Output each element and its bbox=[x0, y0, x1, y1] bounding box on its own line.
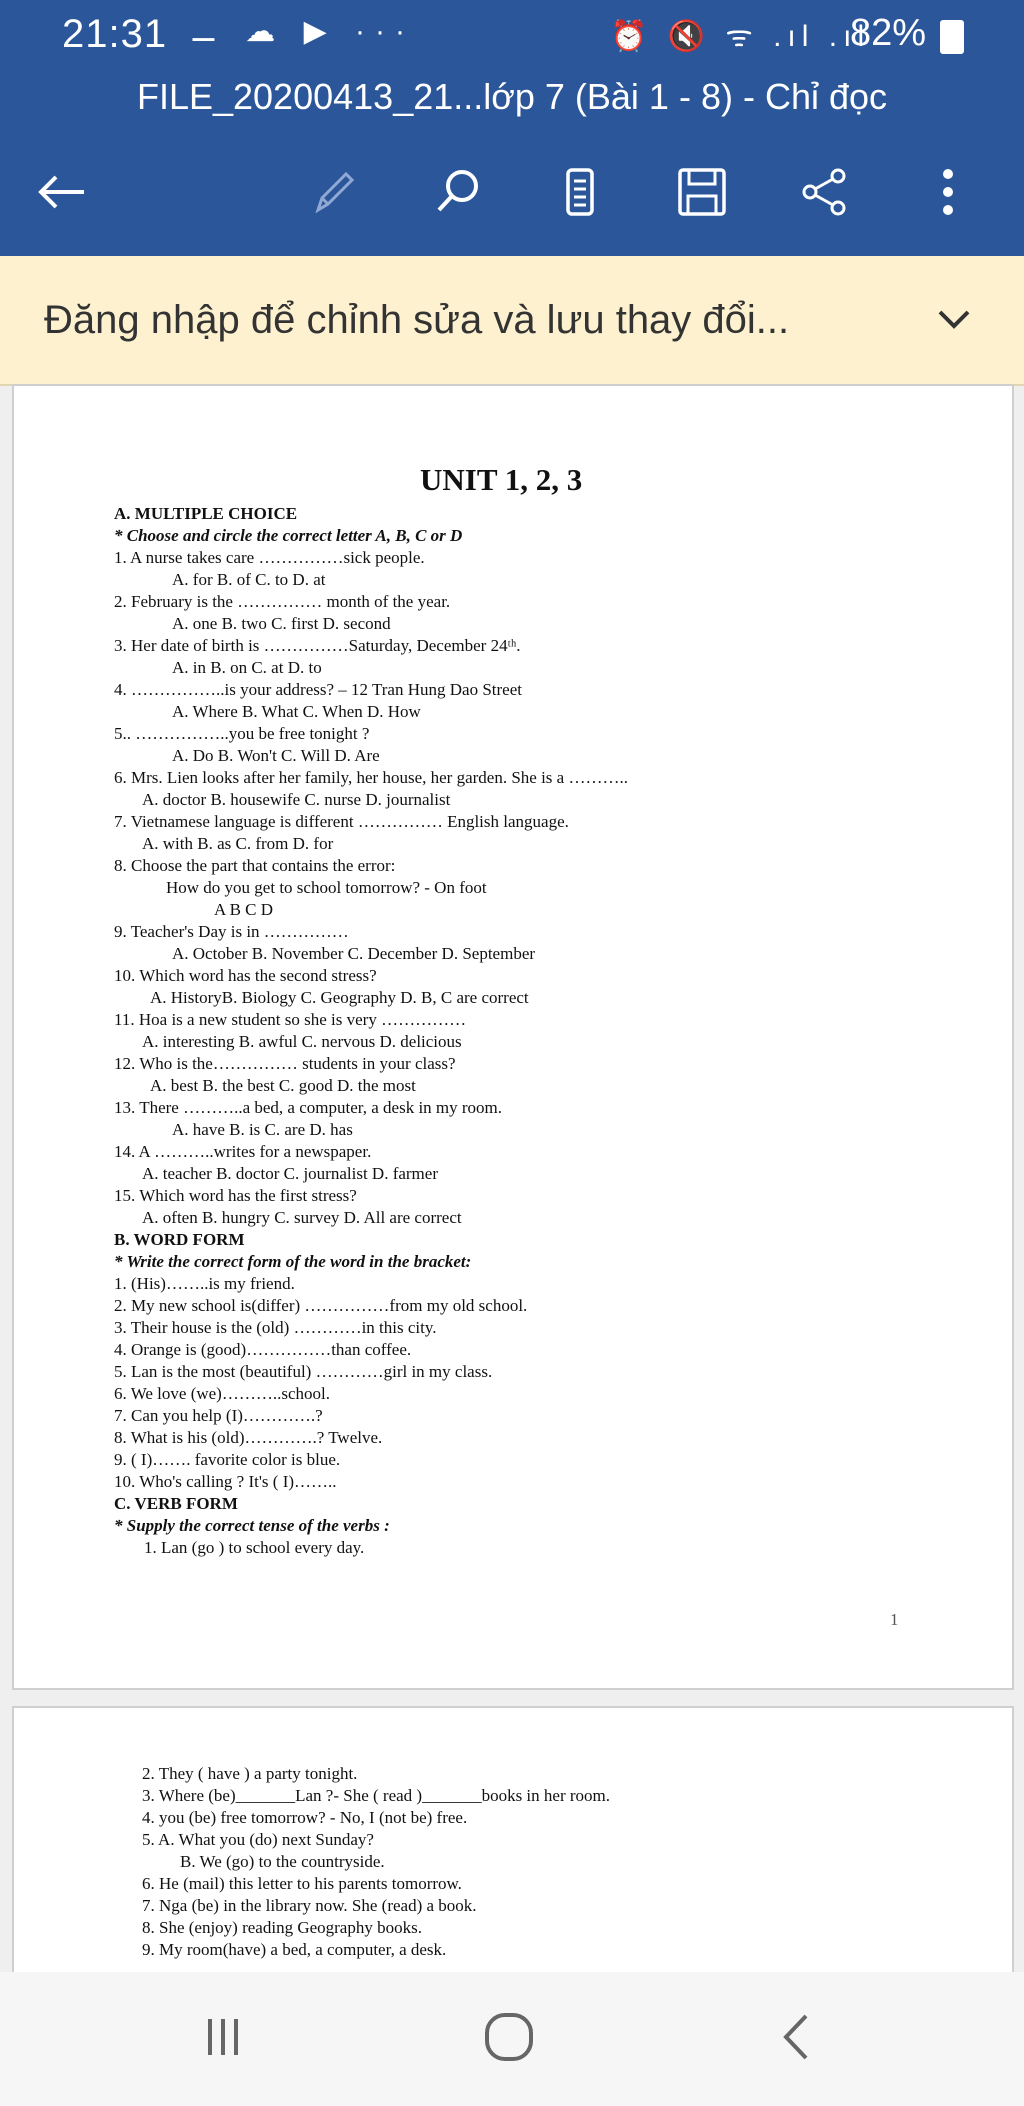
answer-options: A. HistoryB. Biology C. Geography D. B, C are correct bbox=[150, 988, 529, 1007]
chevron-down-icon[interactable] bbox=[930, 294, 978, 342]
exercise-item: 2. My new school is(differ) ……………from my old school. bbox=[114, 1296, 528, 1315]
answer-options: A. have B. is C. are D. has bbox=[172, 1120, 353, 1139]
status-bar bbox=[0, 0, 1024, 68]
question: 9. Teacher's Day is in …………… bbox=[114, 922, 349, 941]
exercise-item: 1. Lan (go ) to school every day. bbox=[144, 1538, 365, 1557]
answer-options: A. often B. hungry C. survey D. All are correct bbox=[142, 1208, 462, 1227]
search-icon bbox=[430, 164, 486, 220]
answer-options: A B C D bbox=[214, 900, 274, 919]
exercise-item: 2. They ( have ) a party tonight. bbox=[142, 1764, 358, 1783]
question: 2. February is the …………… month of the year. bbox=[114, 592, 451, 611]
document-page-1[interactable] bbox=[12, 384, 1014, 1690]
exercise-item: 6. He (mail) this letter to his parents tomorrow. bbox=[142, 1874, 462, 1893]
toolbar bbox=[0, 150, 1024, 230]
exercise-item: 4. Orange is (good)……………than coffee. bbox=[114, 1340, 412, 1359]
exercise-item: 7. Can you help (I)………….? bbox=[114, 1406, 323, 1425]
back-button[interactable] bbox=[30, 160, 94, 224]
instruction: * Choose and circle the correct letter A, B, C or D bbox=[114, 526, 463, 545]
system-icons: ⏰ 🔇 ᯤ .ıl .ıl bbox=[610, 20, 871, 53]
error-sentence: How do you get to school tomorrow? - On foot bbox=[166, 878, 487, 897]
question: 12. Who is the…………… students in your class? bbox=[114, 1054, 456, 1073]
question: 15. Which word has the first stress? bbox=[114, 1186, 357, 1205]
question: 13. There ………..a bed, a computer, a desk in my room. bbox=[114, 1098, 503, 1117]
exercise-item: 7. Nga (be) in the library now. She (read) a book. bbox=[142, 1896, 477, 1915]
back-nav-icon[interactable] bbox=[762, 2002, 832, 2072]
sign-in-message: Đăng nhập để chỉnh sửa và lưu thay đổi... bbox=[44, 298, 790, 342]
reading-view-button[interactable] bbox=[548, 160, 612, 224]
answer-options: A. Where B. What C. When D. How bbox=[172, 702, 421, 721]
instruction: * Write the correct form of the word in the bracket: bbox=[114, 1252, 472, 1271]
document-page-2[interactable] bbox=[12, 1706, 1014, 1974]
question: 4. ……………..is your address? – 12 Tran Hung Dao Street bbox=[114, 680, 522, 699]
page-title: UNIT 1, 2, 3 bbox=[420, 462, 583, 497]
recent-apps-icon[interactable] bbox=[188, 2002, 258, 2072]
answer-options: A. with B. as C. from D. for bbox=[142, 834, 334, 853]
question: 11. Hoa is a new student so she is very …………… bbox=[114, 1010, 467, 1029]
answer-options: A. one B. two C. first D. second bbox=[172, 614, 391, 633]
app-header bbox=[0, 0, 1024, 256]
exercise-item: 6. We love (we)………..school. bbox=[114, 1384, 330, 1403]
exercise-item: B. We (go) to the countryside. bbox=[180, 1852, 385, 1871]
question: 10. Which word has the second stress? bbox=[114, 966, 377, 985]
question: 5.. ……………..you be free tonight ? bbox=[114, 724, 370, 743]
question: 14. A ………..writes for a newspaper. bbox=[114, 1142, 372, 1161]
back-arrow-icon bbox=[34, 164, 90, 220]
answer-options: A. Do B. Won't C. Will D. Are bbox=[172, 746, 380, 765]
question: 8. Choose the part that contains the error: bbox=[114, 856, 396, 875]
answer-options: A. best B. the best C. good D. the most bbox=[150, 1076, 416, 1095]
sign-in-banner[interactable] bbox=[0, 256, 1024, 386]
edit-button[interactable] bbox=[302, 160, 366, 224]
exercise-item: 9. My room(have) a bed, a computer, a desk. bbox=[142, 1940, 447, 1959]
document-view-icon bbox=[552, 164, 608, 220]
status-time: 21:31 bbox=[62, 12, 168, 56]
exercise-item: 1. (His)……..is my friend. bbox=[114, 1274, 295, 1293]
document-title: FILE_20200413_21...lớp 7 (Bài 1 - 8) - Chỉ đọc bbox=[136, 76, 888, 117]
question: 1. A nurse takes care ……………sick people. bbox=[114, 548, 425, 567]
answer-options: A. in B. on C. at D. to bbox=[172, 658, 322, 677]
answer-options: A. teacher B. doctor C. journalist D. farmer bbox=[142, 1164, 438, 1183]
exercise-item: 3. Where (be)_______Lan ?- She ( read )_______books in her room. bbox=[142, 1786, 610, 1805]
battery-icon bbox=[940, 20, 964, 54]
battery-level: 82% bbox=[850, 12, 927, 54]
exercise-item: 10. Who's calling ? It's ( I)…….. bbox=[114, 1472, 337, 1491]
page-number: 1 bbox=[890, 1610, 899, 1629]
share-button[interactable] bbox=[792, 160, 856, 224]
answer-options: A. for B. of C. to D. at bbox=[172, 570, 326, 589]
section-heading: C. VERB FORM bbox=[114, 1494, 238, 1513]
question: 3. Her date of birth is ……………Saturday, December 24ᵗʰ. bbox=[114, 636, 521, 655]
section-heading: B. WORD FORM bbox=[114, 1230, 245, 1249]
pencil-icon bbox=[306, 164, 362, 220]
question: 6. Mrs. Lien looks after her family, her house, her garden. She is a ……….. bbox=[114, 768, 628, 787]
exercise-item: 8. What is his (old)………….? Twelve. bbox=[114, 1428, 383, 1447]
save-icon bbox=[674, 164, 730, 220]
answer-options: A. doctor B. housewife C. nurse D. journalist bbox=[142, 790, 451, 809]
more-options-button[interactable] bbox=[916, 160, 980, 224]
answer-options: A. interesting B. awful C. nervous D. delicious bbox=[142, 1032, 462, 1051]
exercise-item: 9. ( I)……. favorite color is blue. bbox=[114, 1450, 341, 1469]
exercise-item: 8. She (enjoy) reading Geography books. bbox=[142, 1918, 422, 1937]
more-vertical-icon bbox=[920, 164, 976, 220]
save-button[interactable] bbox=[670, 160, 734, 224]
system-nav-bar bbox=[0, 1972, 1024, 2106]
exercise-item: 5. A. What you (do) next Sunday? bbox=[142, 1830, 374, 1849]
share-icon bbox=[796, 164, 852, 220]
section-heading: A. MULTIPLE CHOICE bbox=[114, 504, 298, 523]
instruction: * Supply the correct tense of the verbs : bbox=[114, 1516, 390, 1535]
home-icon[interactable] bbox=[474, 2002, 544, 2072]
exercise-item: 4. you (be) free tomorrow? - No, I (not be) free. bbox=[142, 1808, 468, 1827]
exercise-item: 5. Lan is the most (beautiful) …………girl in my class. bbox=[114, 1362, 493, 1381]
answer-options: A. October B. November C. December D. September bbox=[172, 944, 536, 963]
question: 7. Vietnamese language is different …………… English language. bbox=[114, 812, 569, 831]
search-button[interactable] bbox=[426, 160, 490, 224]
notification-icons: ⚊ ☁ ▶ ··· bbox=[190, 15, 415, 48]
exercise-item: 3. Their house is the (old) …………in this city. bbox=[114, 1318, 437, 1337]
